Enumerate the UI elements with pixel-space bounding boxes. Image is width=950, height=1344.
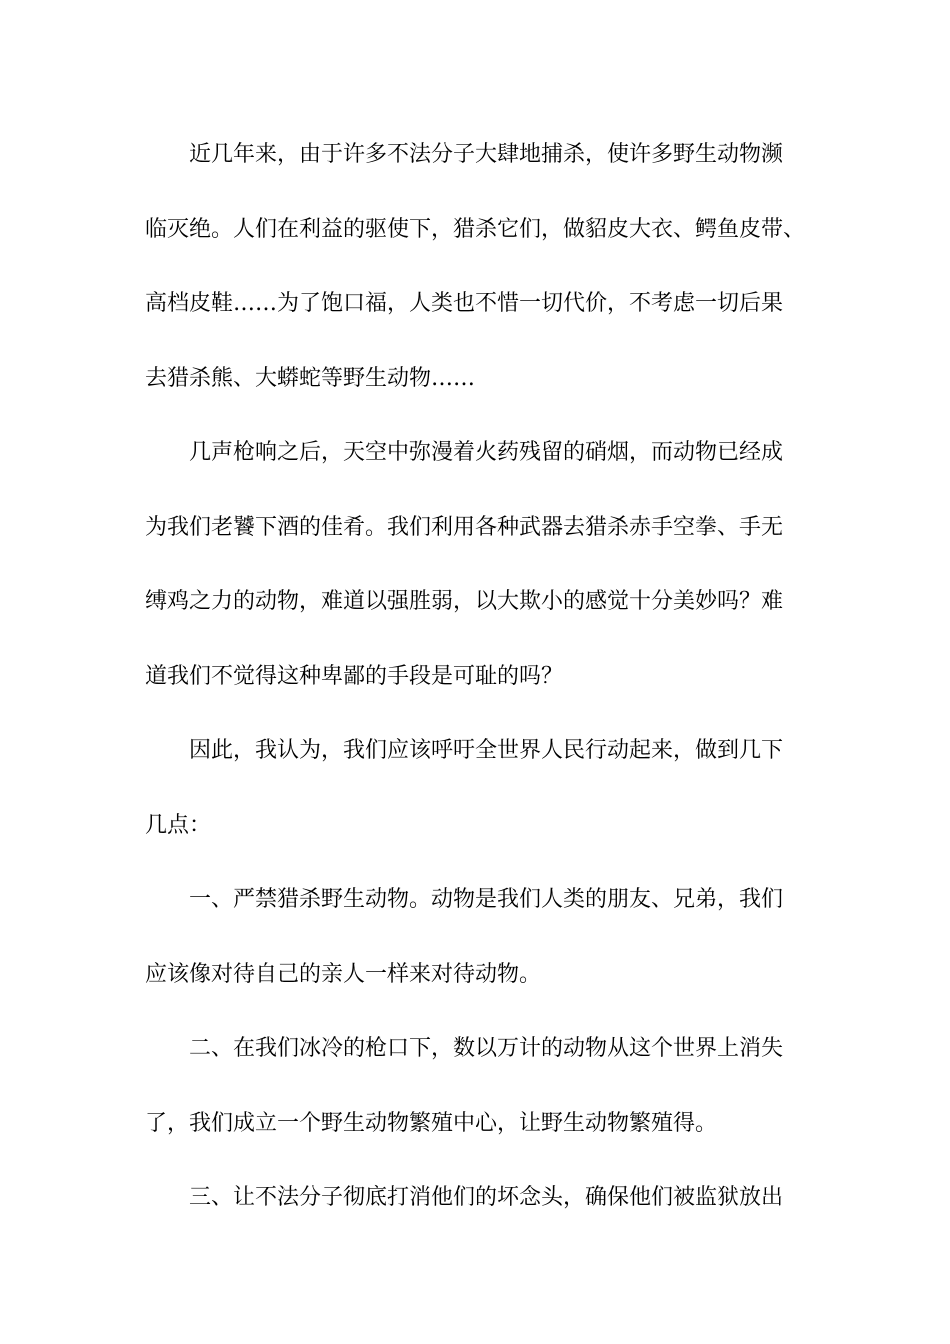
paragraph-1-line-1: 近几年来，由于许多不法分子大肆地捕杀，使许多野生动物濒 <box>189 142 784 167</box>
document-body <box>145 118 810 1236</box>
paragraph-2-line-3: 缚鸡之力的动物，难道以强胜弱，以大欺小的感觉十分美妙吗？难 <box>145 589 784 614</box>
paragraph-2-line-2: 为我们老饕下酒的佳肴。我们利用各种武器去猎杀赤手空拳、手无 <box>145 514 784 540</box>
paragraph-6-line-1: 三、让不法分子彻底打消他们的坏念头，确保他们被监狱放出 <box>189 1185 784 1210</box>
paragraph-4-line-2: 应该像对待自己的亲人一样来对待动物。 <box>145 961 542 987</box>
paragraph-1-line-2: 临灭绝。人们在利益的驱使下，猎杀它们，做貂皮大衣、鳄鱼皮带、 <box>145 216 806 242</box>
paragraph-2-line-4: 道我们不觉得这种卑鄙的手段是可耻的吗？ <box>145 663 564 689</box>
paragraph-3-line-2: 几点： <box>145 812 212 838</box>
paragraph-1-line-3: 高档皮鞋……为了饱口福，人类也不惜一切代价，不考虑一切后果 <box>145 291 784 316</box>
paragraph-2-line-1: 几声枪响之后，天空中弥漫着火药残留的硝烟，而动物已经成 <box>189 440 784 465</box>
paragraph-1-line-4: 去猎杀熊、大蟒蛇等野生动物…… <box>145 365 476 391</box>
paragraph-5-line-1: 二、在我们冰冷的枪口下，数以万计的动物从这个世界上消失 <box>189 1036 784 1061</box>
paragraph-4-line-1: 一、严禁猎杀野生动物。动物是我们人类的朋友、兄弟，我们 <box>189 887 784 912</box>
paragraph-3-line-1: 因此，我认为，我们应该呼吁全世界人民行动起来，做到几下 <box>189 738 784 763</box>
paragraph-5-line-2: 了，我们成立一个野生动物繁殖中心，让野生动物繁殖得。 <box>145 1110 718 1136</box>
